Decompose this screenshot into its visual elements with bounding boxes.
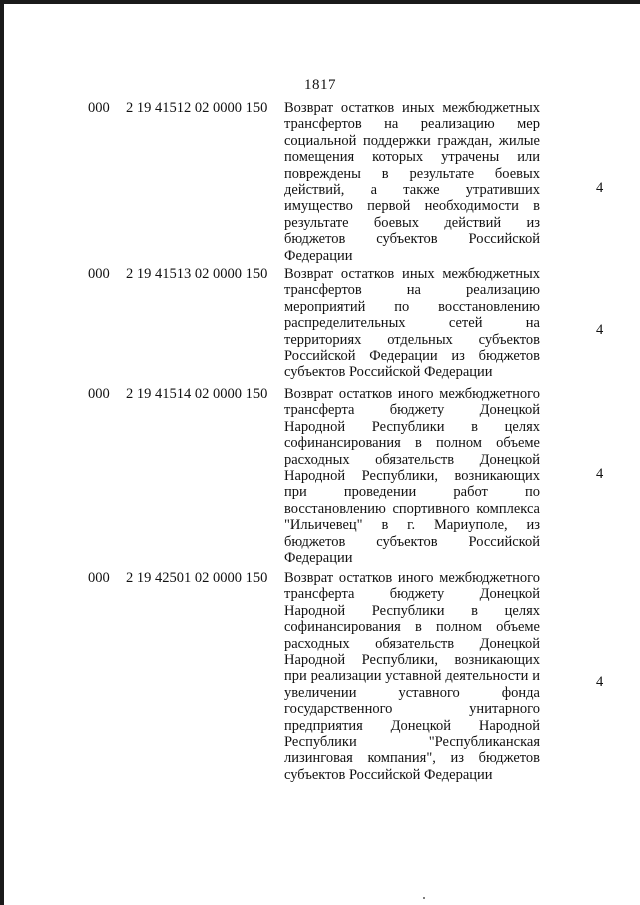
description-line: распределительных сетей на (284, 315, 540, 332)
budget-classification-code: 2 19 42501 02 0000 150 (126, 570, 268, 586)
income-description (284, 386, 540, 566)
description-line: трансферта бюджету Донецкой (284, 586, 540, 603)
income-description (284, 570, 540, 783)
scan-edge-top (0, 0, 640, 4)
description-line: Возврат остатков иных межбюджетных (284, 100, 540, 116)
budget-classification-code: 2 19 41513 02 0000 150 (126, 266, 268, 282)
description-line: субъектов Российской Федерации (284, 766, 493, 783)
description-line: Народной Республики, возникающих (284, 651, 540, 668)
scan-edge-left (0, 0, 4, 905)
description-line: трансферта бюджету Донецкой (284, 402, 540, 419)
budget-classification-code: 2 19 41512 02 0000 150 (126, 100, 268, 116)
description-line: результате боевых действий из (284, 214, 540, 231)
admin-code: 000 (88, 266, 110, 282)
description-line: помещения которых утрачены или (284, 149, 540, 166)
page-number: 1817 (304, 77, 336, 93)
amount-value: 4 (596, 322, 604, 338)
description-line: Федерации (284, 549, 353, 566)
description-line: Возврат остатков иного межбюджетного (284, 386, 540, 402)
description-line: восстановлению спортивного комплекса (284, 500, 540, 517)
description-line: Российской Федерации из бюджетов (284, 347, 540, 364)
description-line: лизинговая компания", из бюджетов (284, 750, 540, 767)
amount-value: 4 (596, 466, 604, 482)
description-line: территориях отдельных субъектов (284, 331, 540, 348)
description-line: расходных обязательств Донецкой (284, 635, 540, 652)
description-line: увеличении уставного фонда (284, 684, 540, 701)
description-line: "Ильичевец" в г. Мариуполе, из (284, 517, 540, 534)
description-line: субъектов Российской Федерации (284, 364, 493, 381)
amount-value: 4 (596, 674, 604, 690)
description-line: Федерации (284, 247, 353, 264)
admin-code: 000 (88, 570, 110, 586)
description-line: бюджетов субъектов Российской (284, 533, 540, 550)
description-line: имущество первой необходимости в (284, 198, 540, 215)
description-line: трансфертов на реализацию мер (284, 116, 540, 133)
budget-classification-code: 2 19 41514 02 0000 150 (126, 386, 268, 402)
description-line: Народной Республики в целях (284, 418, 540, 435)
description-line: расходных обязательств Донецкой (284, 451, 540, 468)
admin-code: 000 (88, 386, 110, 402)
income-description (284, 266, 540, 381)
description-line: мероприятий по восстановлению (284, 298, 540, 315)
income-description (284, 100, 540, 264)
description-line: при проведении работ по (284, 484, 540, 501)
description-line: софинансирования в полном объеме (284, 619, 540, 636)
amount-value: 4 (596, 180, 604, 196)
description-line: при реализации уставной деятельности и (284, 668, 540, 685)
description-line: Народной Республики в целях (284, 602, 540, 619)
description-line: государственного унитарного (284, 701, 540, 718)
description-line: социальной поддержки граждан, жилые (284, 132, 540, 149)
description-line: софинансирования в полном объеме (284, 435, 540, 452)
description-line: действий, а также утративших (284, 181, 540, 198)
description-line: Народной Республики, возникающих (284, 467, 540, 484)
scan-speck (423, 897, 425, 899)
description-line: Республики "Республиканская (284, 733, 540, 750)
description-line: предприятия Донецкой Народной (284, 717, 540, 734)
description-line: повреждены в результате боевых (284, 165, 540, 182)
admin-code: 000 (88, 100, 110, 116)
description-line: Возврат остатков иного межбюджетного (284, 570, 540, 586)
description-line: бюджетов субъектов Российской (284, 231, 540, 248)
description-line: трансфертов на реализацию (284, 282, 540, 299)
description-line: Возврат остатков иных межбюджетных (284, 266, 540, 282)
